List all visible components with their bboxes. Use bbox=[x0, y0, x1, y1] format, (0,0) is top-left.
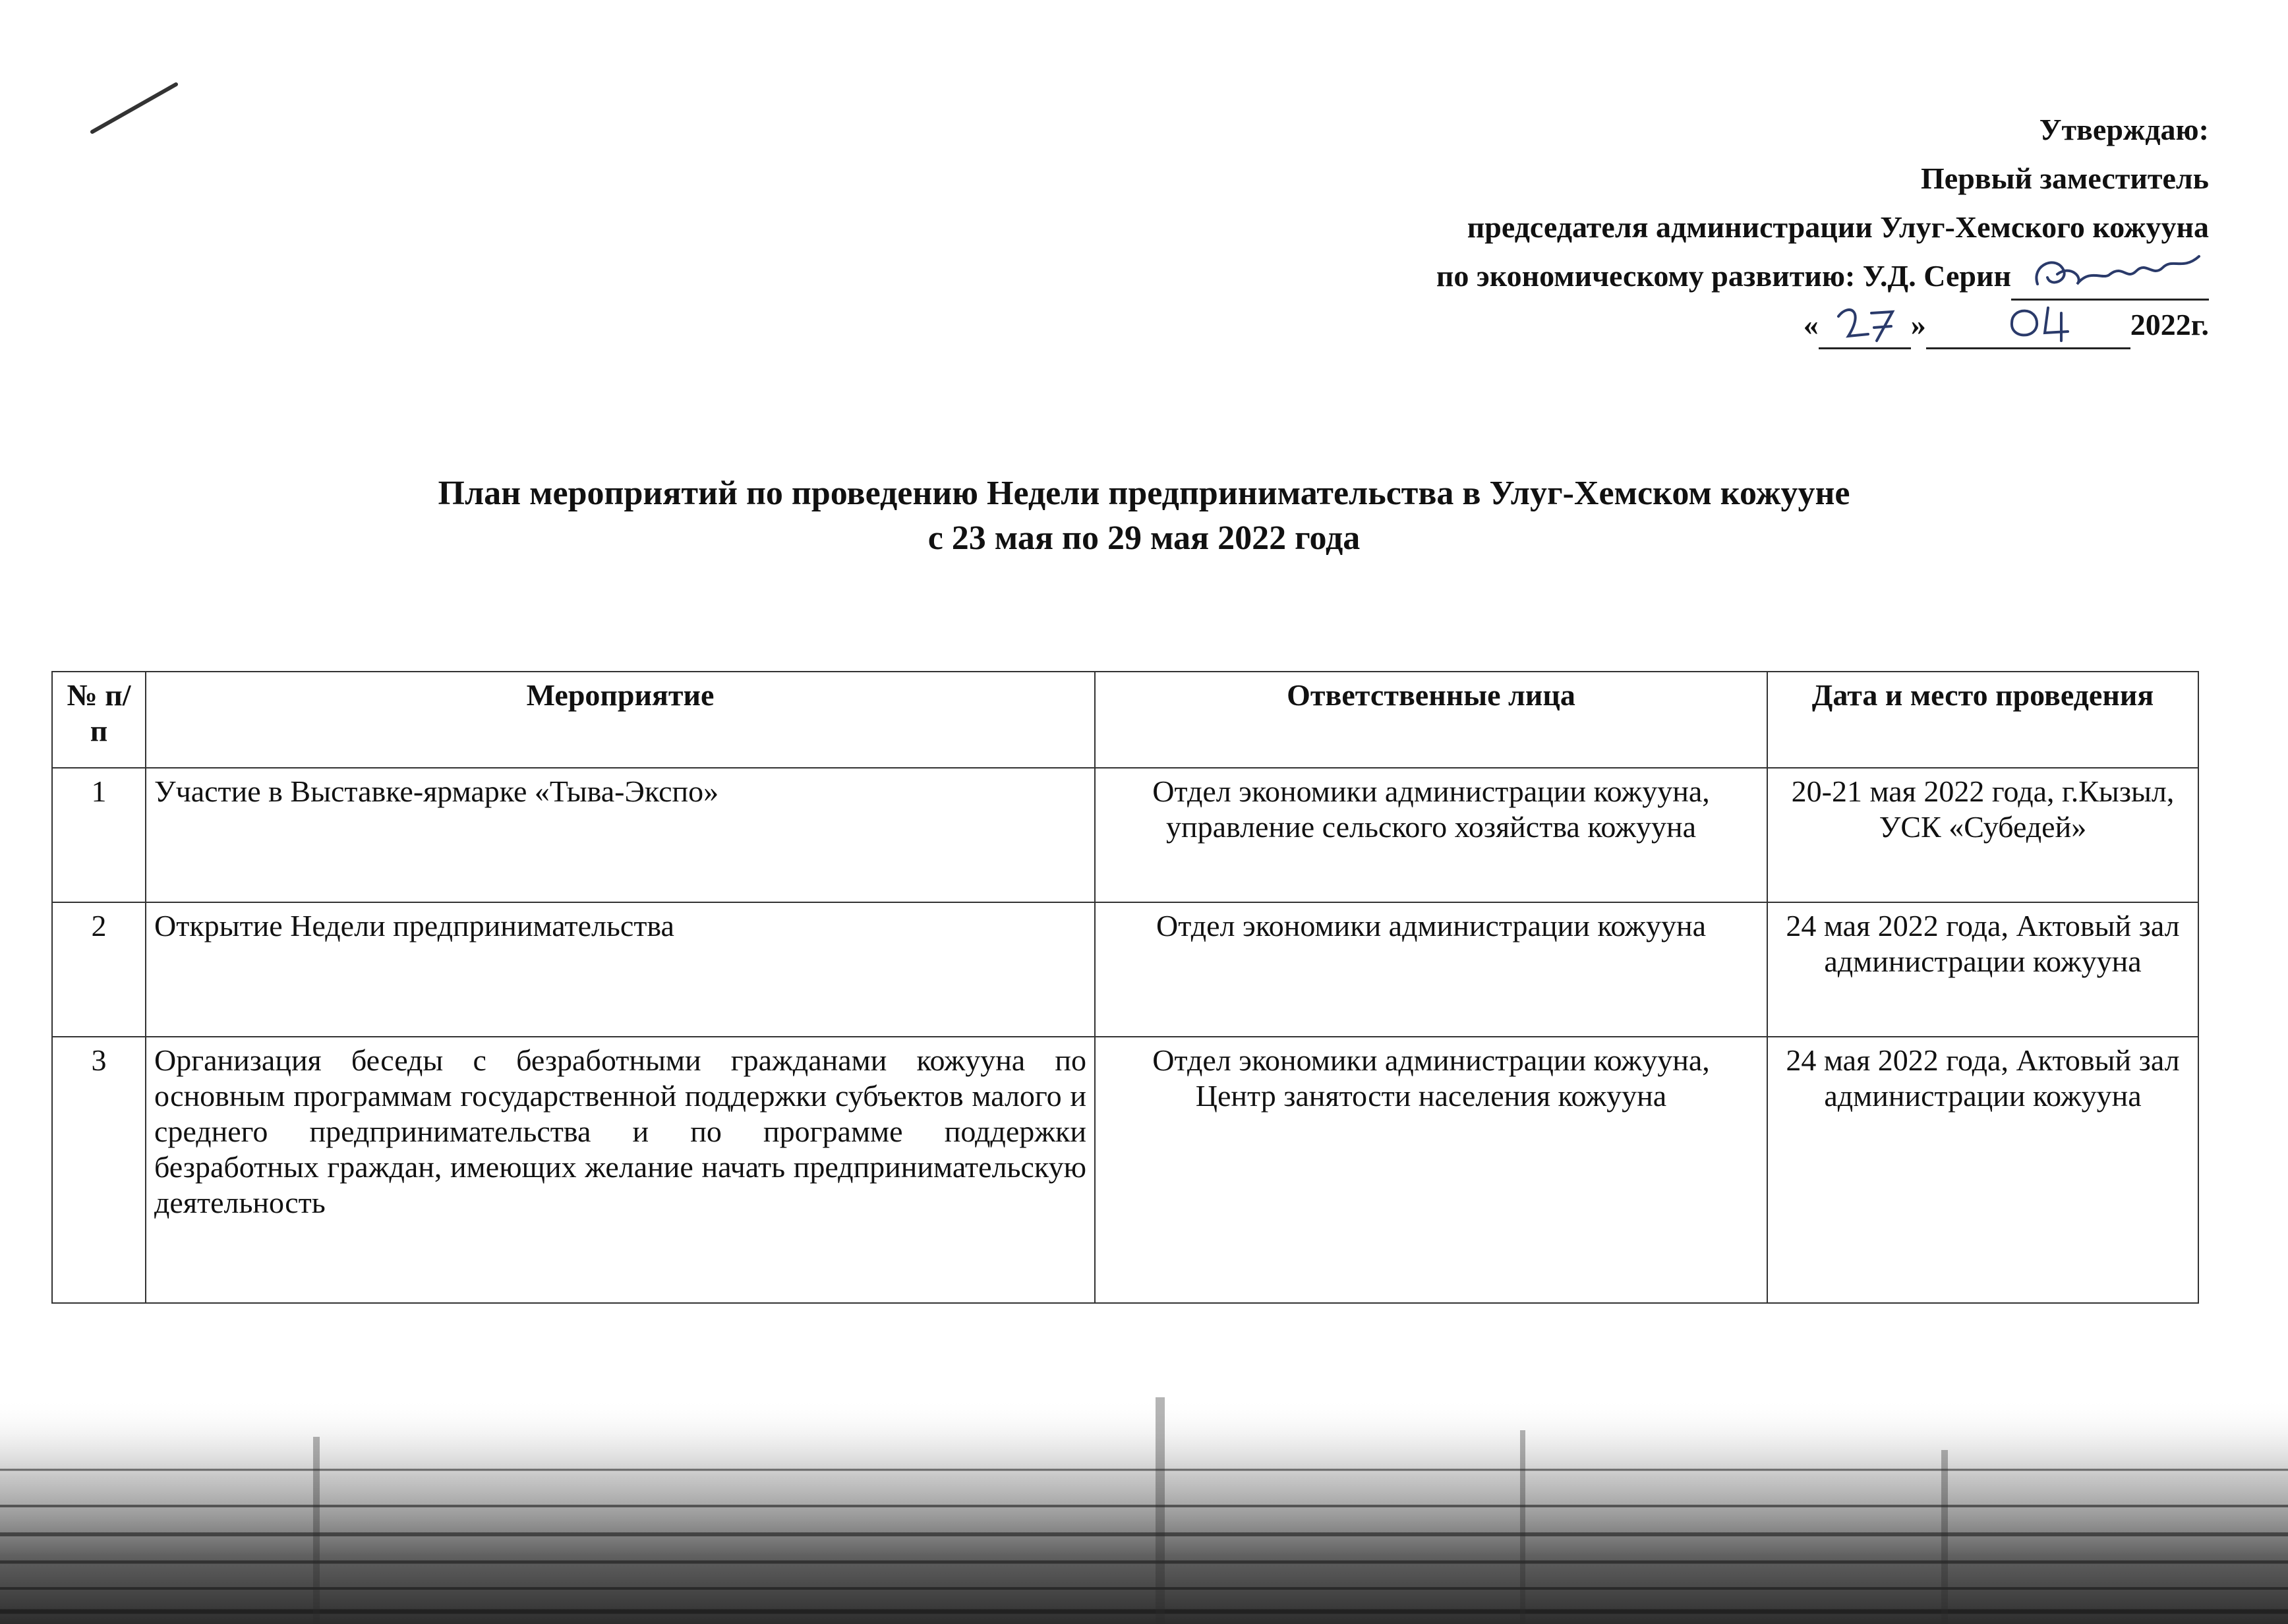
date-month-field bbox=[1926, 308, 2130, 349]
approval-position: Первый заместитель bbox=[1921, 161, 2209, 195]
row-event: Организация беседы с безработными гражданами кожууна по основным программам государственной поддержки субъектов малого и среднего предпринимательства и по программе поддержки безработных граждан, имеющих желание начать предпринимательскую деятельность bbox=[146, 1037, 1095, 1303]
date-day-field bbox=[1819, 308, 1911, 349]
table-row bbox=[52, 1037, 2198, 1303]
title-line-1: План мероприятий по проведению Недели предпринимательства в Улуг-Хемском кожууне bbox=[438, 475, 1850, 512]
approval-date-line bbox=[1436, 301, 2209, 349]
row-date-place: 20-21 мая 2022 года, г.Кызыл, УСК «Субедей» bbox=[1767, 768, 2198, 902]
document-title bbox=[0, 471, 2288, 561]
row-event: Участие в Выставке-ярмарке «Тыва-Экспо» bbox=[146, 768, 1095, 902]
header-responsible: Ответственные лица bbox=[1095, 672, 1767, 768]
row-num: 3 bbox=[52, 1037, 146, 1303]
table-row bbox=[52, 902, 2198, 1037]
pen-stroke-mark bbox=[89, 78, 181, 137]
row-responsible: Отдел экономики администрации кожууна, управление сельского хозяйства кожууна bbox=[1095, 768, 1767, 902]
responsible-line: Центр занятости населения кожууна bbox=[1195, 1079, 1667, 1113]
date-year: 2022г. bbox=[2130, 308, 2209, 341]
table-header-row bbox=[52, 672, 2198, 768]
date-quote-close: » bbox=[1910, 308, 1926, 341]
approval-signatory: по экономическому развитию: У.Д. Серин bbox=[1436, 259, 2011, 293]
table-row bbox=[52, 768, 2198, 902]
row-date-place: 24 мая 2022 года, Актовый зал администрации кожууна bbox=[1767, 902, 2198, 1037]
handwritten-day bbox=[1819, 300, 1911, 346]
approval-signatory-line bbox=[1436, 252, 2209, 301]
events-plan-table bbox=[51, 671, 2199, 1304]
approval-block bbox=[1436, 105, 2209, 349]
responsible-line: Отдел экономики администрации кожууна, bbox=[1152, 1043, 1710, 1077]
date-quote-open: « bbox=[1803, 308, 1819, 341]
title-line-2: с 23 мая по 29 мая 2022 года bbox=[927, 519, 1361, 557]
row-responsible bbox=[1095, 1037, 1767, 1303]
approval-organization: председателя администрации Улуг-Хемского кожууна bbox=[1467, 210, 2209, 244]
signature-field bbox=[2011, 259, 2209, 301]
header-event: Мероприятие bbox=[146, 672, 1095, 768]
handwritten-signature bbox=[2011, 251, 2209, 297]
scan-noise-band bbox=[0, 1371, 2288, 1624]
approval-heading: Утверждаю: bbox=[2039, 113, 2209, 146]
row-event: Открытие Недели предпринимательства bbox=[146, 902, 1095, 1037]
row-responsible: Отдел экономики администрации кожууна bbox=[1095, 902, 1767, 1037]
header-num: № п/п bbox=[52, 672, 146, 768]
row-num: 2 bbox=[52, 902, 146, 1037]
row-date-place: 24 мая 2022 года, Актовый зал администрации кожууна bbox=[1767, 1037, 2198, 1303]
handwritten-month bbox=[1926, 300, 2130, 346]
header-date-place: Дата и место проведения bbox=[1767, 672, 2198, 768]
row-num: 1 bbox=[52, 768, 146, 902]
